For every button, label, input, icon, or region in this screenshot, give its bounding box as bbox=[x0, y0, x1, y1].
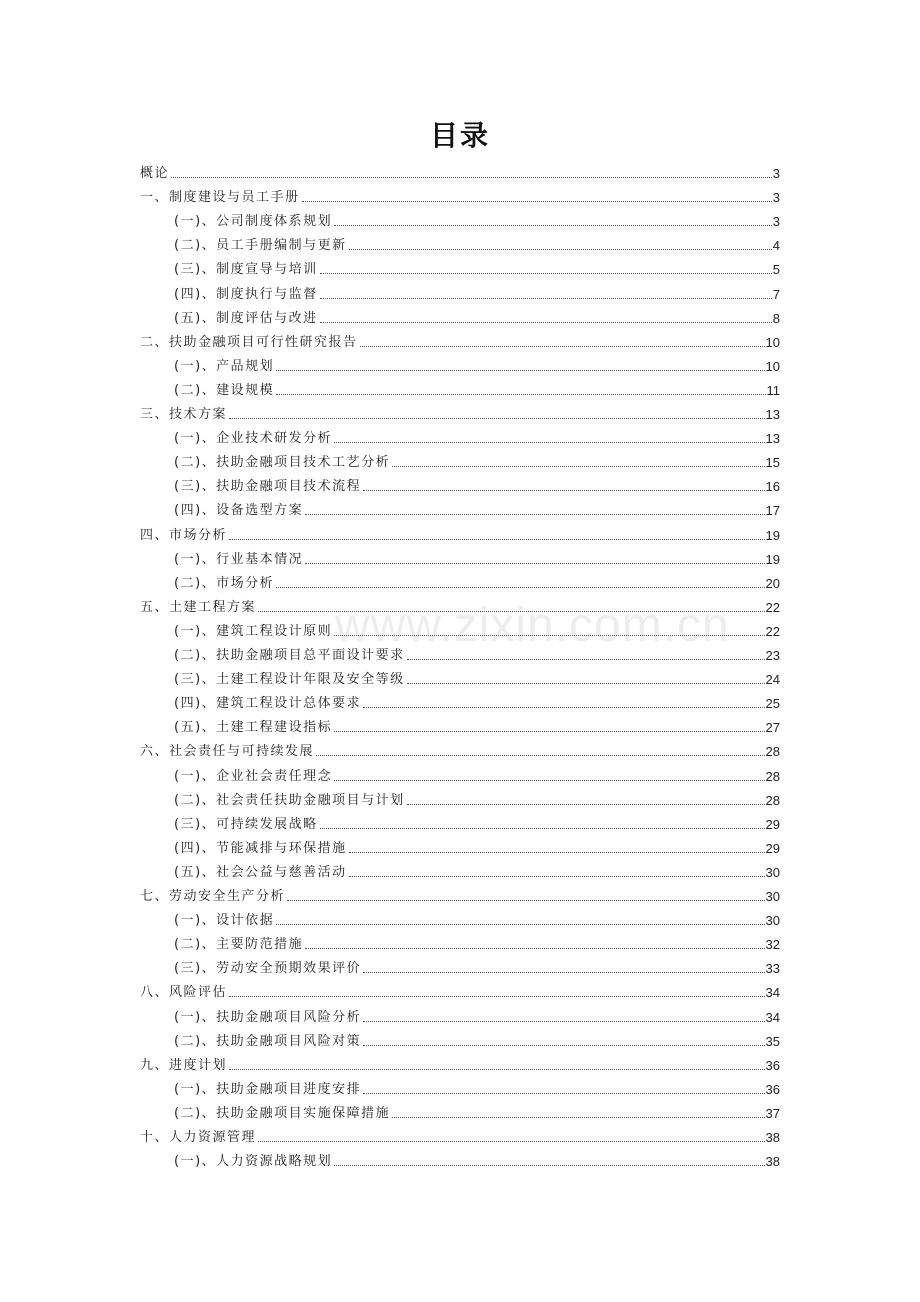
toc-entry-page-number: 36 bbox=[765, 1057, 780, 1073]
toc-entry-page-number: 3 bbox=[772, 214, 780, 230]
toc-entry-label: (五)、社会公益与慈善活动 bbox=[174, 864, 347, 880]
toc-dot-leader bbox=[407, 803, 765, 805]
toc-entry-label: (五)、制度评估与改进 bbox=[174, 310, 318, 326]
toc-dot-leader bbox=[349, 248, 772, 250]
toc-entry-label: 三、技术方案 bbox=[140, 407, 228, 422]
toc-dot-leader bbox=[276, 923, 764, 925]
toc-entry[interactable] bbox=[174, 210, 780, 230]
toc-dot-leader bbox=[363, 489, 764, 491]
toc-entry[interactable] bbox=[174, 861, 780, 881]
toc-entry-page-number: 22 bbox=[765, 623, 780, 639]
toc-entry[interactable] bbox=[174, 1078, 780, 1098]
toc-entry[interactable] bbox=[174, 620, 780, 640]
toc-dot-leader bbox=[320, 297, 772, 299]
toc-entry[interactable] bbox=[174, 1030, 780, 1050]
toc-entry[interactable] bbox=[140, 981, 780, 1001]
toc-entry-page-number: 11 bbox=[766, 382, 780, 398]
toc-entry-page-number: 3 bbox=[772, 166, 780, 181]
toc-entry-page-number: 5 bbox=[772, 262, 780, 278]
toc-entry-page-number: 19 bbox=[765, 551, 780, 567]
toc-entry-label: 六、社会责任与可持续发展 bbox=[140, 744, 315, 760]
toc-entry-label: (三)、可持续发展战略 bbox=[174, 816, 318, 832]
toc-entry-page-number: 30 bbox=[765, 864, 780, 880]
toc-entry-label: (四)、节能减排与环保措施 bbox=[174, 840, 347, 856]
toc-entry[interactable] bbox=[174, 355, 780, 375]
toc-entry-page-number: 22 bbox=[765, 599, 780, 615]
toc-entry-page-number: 28 bbox=[765, 744, 780, 760]
toc-entry-label: 七、劳动安全生产分析 bbox=[140, 889, 286, 904]
toc-entry[interactable] bbox=[174, 258, 780, 278]
toc-dot-leader bbox=[287, 899, 765, 901]
toc-entry-page-number: 38 bbox=[765, 1130, 780, 1145]
toc-entry-label: (五)、土建工程建设指标 bbox=[174, 720, 333, 736]
toc-entry-label: (二)、扶助金融项目总平面设计要求 bbox=[174, 648, 405, 663]
toc-dot-leader bbox=[349, 851, 765, 853]
toc-entry-label: (二)、员工手册编制与更新 bbox=[174, 238, 347, 254]
toc-title: 目录 bbox=[429, 119, 490, 152]
toc-dot-leader bbox=[320, 827, 765, 829]
toc-entry-label: 四、市场分析 bbox=[140, 527, 228, 543]
toc-entry-label: 九、进度计划 bbox=[140, 1057, 228, 1073]
toc-entry-page-number: 34 bbox=[765, 985, 780, 1001]
watermark-text: www.zixin.com.cn bbox=[335, 599, 730, 652]
toc-entry[interactable] bbox=[174, 716, 780, 736]
toc-entry-page-number: 20 bbox=[765, 575, 780, 591]
toc-entry-page-number: 38 bbox=[765, 1154, 780, 1170]
toc-entry[interactable] bbox=[174, 572, 780, 592]
toc-entry-page-number: 29 bbox=[765, 816, 780, 832]
toc-entry-label: (四)、制度执行与监督 bbox=[174, 286, 318, 302]
toc-entry-page-number: 30 bbox=[765, 913, 780, 929]
toc-entry[interactable] bbox=[140, 885, 780, 905]
toc-entry-label: 一、制度建设与员工手册 bbox=[140, 190, 300, 206]
toc-dot-leader bbox=[334, 441, 764, 443]
toc-entry-label: 二、扶助金融项目可行性研究报告 bbox=[140, 334, 358, 350]
toc-entry[interactable] bbox=[174, 548, 780, 568]
toc-entry-label: (四)、建筑工程设计总体要求 bbox=[174, 696, 362, 712]
toc-entry-page-number: 32 bbox=[765, 937, 780, 953]
toc-dot-leader bbox=[305, 562, 764, 564]
toc-entry[interactable] bbox=[174, 668, 780, 688]
toc-entry-label: (一)、人力资源战略规划 bbox=[174, 1154, 333, 1170]
toc-entry-label: (二)、社会责任扶助金融项目与计划 bbox=[174, 792, 405, 808]
toc-entry-page-number: 28 bbox=[765, 768, 780, 784]
toc-dot-leader bbox=[363, 706, 764, 708]
toc-entry-page-number: 33 bbox=[765, 961, 780, 977]
toc-entry[interactable] bbox=[174, 909, 780, 929]
toc-entry-page-number: 7 bbox=[772, 286, 780, 302]
toc-entry-page-number: 29 bbox=[765, 840, 780, 856]
toc-dot-leader bbox=[392, 1116, 764, 1118]
toc-entry-page-number: 13 bbox=[765, 431, 780, 447]
toc-entry-page-number: 10 bbox=[765, 358, 780, 374]
toc-dot-leader bbox=[363, 1044, 764, 1046]
toc-entry-page-number: 37 bbox=[765, 1105, 780, 1121]
toc-dot-leader bbox=[334, 224, 772, 226]
toc-entry[interactable] bbox=[174, 427, 780, 447]
toc-entry-label: (一)、公司制度体系规划 bbox=[174, 214, 333, 230]
toc-dot-leader bbox=[258, 610, 765, 612]
toc-dot-leader bbox=[407, 658, 765, 660]
toc-entry-label: 八、风险评估 bbox=[140, 985, 228, 1001]
toc-entry-label: (二)、扶助金融项目实施保障措施 bbox=[174, 1105, 391, 1121]
toc-entry-label: (三)、劳动安全预期效果评价 bbox=[174, 961, 362, 977]
toc-entry[interactable] bbox=[174, 379, 780, 399]
toc-dot-leader bbox=[229, 995, 765, 997]
toc-entry[interactable] bbox=[140, 524, 780, 544]
toc-entry[interactable] bbox=[174, 1102, 780, 1122]
toc-entry-label: (四)、设备选型方案 bbox=[174, 503, 304, 519]
toc-entry-page-number: 28 bbox=[765, 792, 780, 808]
toc-entry[interactable] bbox=[174, 451, 780, 471]
toc-entry[interactable] bbox=[174, 1150, 780, 1170]
toc-dot-leader bbox=[334, 779, 764, 781]
toc-entry[interactable] bbox=[174, 957, 780, 977]
toc-entry[interactable] bbox=[174, 765, 780, 785]
toc-entry-page-number: 16 bbox=[765, 479, 780, 495]
toc-dot-leader bbox=[305, 947, 764, 949]
toc-entry-label: (一)、扶助金融项目进度安排 bbox=[174, 1081, 362, 1097]
toc-entry-label: 五、土建工程方案 bbox=[140, 599, 257, 615]
toc-entry-page-number: 17 bbox=[765, 503, 780, 519]
toc-entry-page-number: 15 bbox=[765, 455, 780, 471]
toc-entry-label: (一)、设计依据 bbox=[174, 913, 275, 929]
toc-entry-label: (二)、市场分析 bbox=[174, 575, 275, 591]
toc-entry[interactable] bbox=[140, 1054, 780, 1074]
toc-dot-leader bbox=[276, 369, 764, 371]
toc-entry-label: (一)、建筑工程设计原则 bbox=[174, 623, 333, 639]
toc-entry[interactable] bbox=[174, 644, 780, 664]
toc-entry[interactable] bbox=[174, 789, 780, 809]
toc-entry-page-number: 13 bbox=[765, 407, 780, 422]
toc-entry-page-number: 3 bbox=[772, 190, 780, 206]
toc-entry[interactable] bbox=[174, 234, 780, 254]
toc-entry[interactable] bbox=[174, 283, 780, 303]
toc-entry-page-number: 34 bbox=[765, 1009, 780, 1025]
toc-entry-label: (二)、扶助金融项目风险对策 bbox=[174, 1033, 362, 1049]
toc-entry-label: (一)、企业社会责任理念 bbox=[174, 768, 333, 784]
toc-entry[interactable] bbox=[174, 307, 780, 327]
toc-dot-leader bbox=[276, 393, 765, 395]
toc-entry[interactable] bbox=[140, 403, 780, 423]
toc-entry-page-number: 25 bbox=[765, 696, 780, 712]
toc-entry-label: (二)、主要防范措施 bbox=[174, 937, 304, 953]
toc-dot-leader bbox=[349, 875, 765, 877]
toc-dot-leader bbox=[171, 176, 772, 178]
toc-entry-label: (三)、制度宣导与培训 bbox=[174, 262, 318, 278]
toc-entry-page-number: 30 bbox=[765, 889, 780, 904]
toc-entry[interactable] bbox=[140, 596, 780, 616]
toc-dot-leader bbox=[360, 345, 765, 347]
toc-dot-leader bbox=[407, 682, 765, 684]
toc-entry-label: (二)、扶助金融项目技术工艺分析 bbox=[174, 455, 391, 471]
toc-dot-leader bbox=[316, 754, 765, 756]
toc-entry-label: (二)、建设规模 bbox=[174, 382, 275, 398]
toc-entry-page-number: 19 bbox=[765, 527, 780, 543]
toc-dot-leader bbox=[229, 1068, 765, 1070]
toc-dot-leader bbox=[334, 634, 764, 636]
toc-dot-leader bbox=[258, 1140, 765, 1142]
toc-entry[interactable] bbox=[174, 499, 780, 519]
toc-dot-leader bbox=[320, 272, 772, 274]
toc-entry-page-number: 10 bbox=[765, 334, 780, 350]
toc-entry-page-number: 23 bbox=[765, 648, 780, 663]
toc-entry-page-number: 36 bbox=[765, 1081, 780, 1097]
toc-entry-page-number: 4 bbox=[772, 238, 780, 254]
toc-dot-leader bbox=[229, 417, 765, 419]
toc-entry[interactable] bbox=[140, 162, 780, 182]
toc-dot-leader bbox=[320, 321, 772, 323]
toc-dot-leader bbox=[305, 513, 764, 515]
toc-entry[interactable] bbox=[140, 186, 780, 206]
toc-dot-leader bbox=[363, 1092, 764, 1094]
toc-entry[interactable] bbox=[174, 813, 780, 833]
toc-dot-leader bbox=[229, 538, 765, 540]
toc-dot-leader bbox=[276, 586, 764, 588]
toc-entry-label: 概论 bbox=[140, 166, 170, 181]
toc-entry-label: 十、人力资源管理 bbox=[140, 1130, 257, 1145]
toc-entry-page-number: 35 bbox=[765, 1033, 780, 1049]
toc-entry-label: (一)、行业基本情况 bbox=[174, 551, 304, 567]
toc-entry[interactable] bbox=[174, 475, 780, 495]
toc-entry-page-number: 24 bbox=[765, 672, 780, 688]
toc-entry[interactable] bbox=[174, 692, 780, 712]
toc-entry-label: (一)、企业技术研发分析 bbox=[174, 431, 333, 447]
toc-entry[interactable] bbox=[174, 837, 780, 857]
toc-entry-label: (三)、土建工程设计年限及安全等级 bbox=[174, 672, 405, 688]
toc-dot-leader bbox=[363, 1020, 764, 1022]
toc-entry-label: (一)、产品规划 bbox=[174, 358, 275, 374]
toc-entry[interactable] bbox=[140, 740, 780, 760]
toc-dot-leader bbox=[334, 1164, 764, 1166]
toc-entry[interactable] bbox=[174, 1006, 780, 1026]
toc-entry-label: (三)、扶助金融项目技术流程 bbox=[174, 479, 362, 495]
toc-entry-page-number: 27 bbox=[765, 720, 780, 736]
toc-entry-page-number: 8 bbox=[772, 310, 780, 326]
toc-dot-leader bbox=[392, 465, 764, 467]
toc-dot-leader bbox=[334, 730, 764, 732]
toc-dot-leader bbox=[363, 971, 764, 973]
toc-dot-leader bbox=[302, 200, 772, 202]
toc-entry[interactable] bbox=[174, 933, 780, 953]
toc-entry[interactable] bbox=[140, 1126, 780, 1146]
toc-entry-label: (一)、扶助金融项目风险分析 bbox=[174, 1009, 362, 1025]
toc-entry[interactable] bbox=[140, 331, 780, 351]
